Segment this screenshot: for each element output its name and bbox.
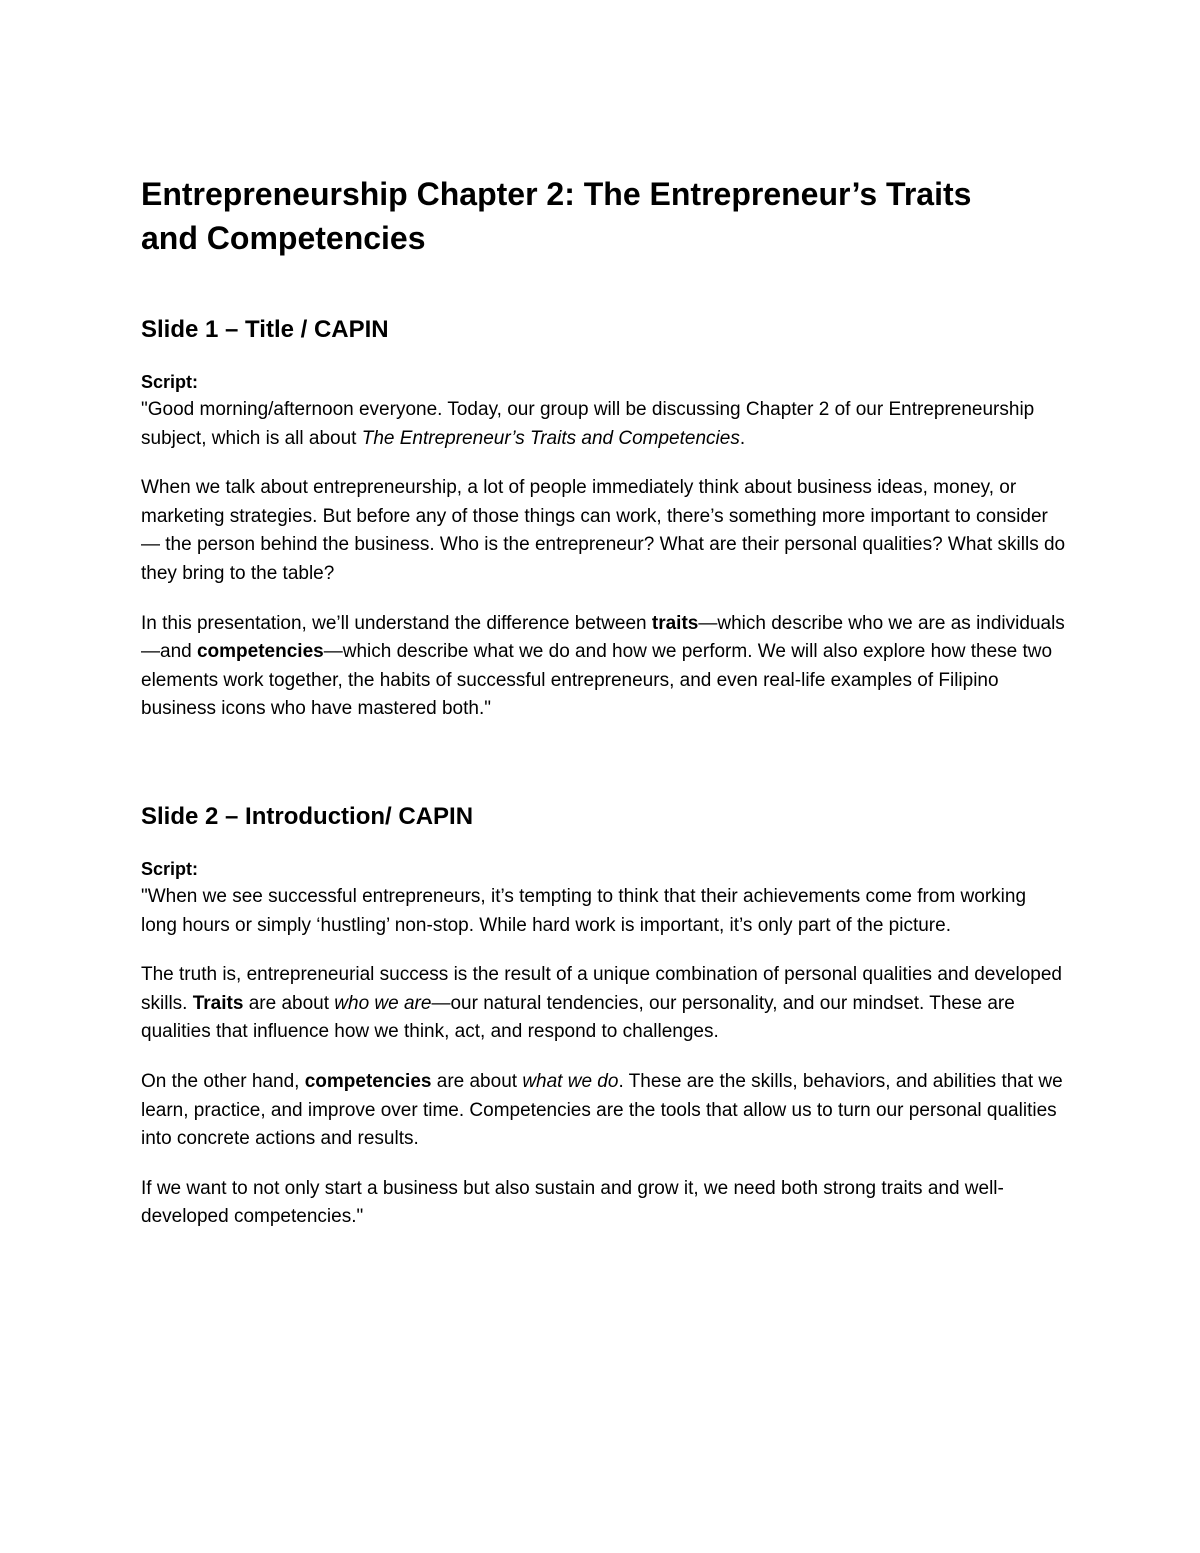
slide2-section bbox=[141, 801, 1066, 1232]
slide2-heading: Slide 2 – Introduction/ CAPIN bbox=[141, 802, 474, 830]
document-page bbox=[141, 172, 1066, 1253]
document-title bbox=[141, 172, 1066, 260]
slide2-p2-text-b: are about bbox=[243, 992, 335, 1014]
slide1-p3-bold-competencies: competencies bbox=[196, 641, 324, 663]
document-title-line2: and Competencies bbox=[141, 220, 426, 256]
slide1-p3-text-b: —which describe who we are as individuals—and bbox=[141, 612, 1065, 663]
slide1-p1-text-b: . bbox=[739, 427, 746, 449]
slide2-paragraph-3 bbox=[141, 1068, 1066, 1154]
slide1-script-label: Script: bbox=[141, 372, 199, 392]
slide2-p3-text-b: are about bbox=[431, 1070, 523, 1092]
slide1-p3-text-c: —which describe what we do and how we perform. We will also explore how these two elements work together, the habits of successful entrepreneurs, and even real-life examples of Filipino business icons who have mastered both." bbox=[141, 641, 1053, 720]
slide2-p2-italic: who we are bbox=[334, 992, 432, 1014]
slide1-heading: Slide 1 – Title / CAPIN bbox=[141, 316, 389, 343]
slide1-p3-text-a: In this presentation, we’ll understand the difference between bbox=[141, 612, 652, 634]
slide2-paragraph-2 bbox=[141, 961, 1066, 1047]
slide2-p3-text-c: . These are the skills, behaviors, and abilities that we learn, practice, and improve over time. Competencies are the tools that allow us to turn our personal qualities into concrete actions and results. bbox=[141, 1070, 1063, 1150]
slide1-section bbox=[141, 314, 1066, 724]
slide2-paragraph-1: "When we see successful entrepreneurs, it’s tempting to think that their achievements come from working long hours or simply ‘hustling’ non-stop. While hard work is important, it’s only part of the picture. bbox=[141, 885, 1027, 936]
slide1-p1-text-a: "Good morning/afternoon everyone. Today, our group will be discussing Chapter 2 of our Entrepreneurship subject, which is all about bbox=[141, 399, 1035, 449]
slide2-script-label: Script: bbox=[141, 858, 199, 879]
slide1-paragraph-3 bbox=[141, 610, 1066, 724]
slide2-p3-text-a: On the other hand, bbox=[141, 1070, 305, 1092]
slide1-p3-bold-traits: traits bbox=[651, 612, 699, 634]
slide1-paragraph-2: When we talk about entrepreneurship, a lot of people immediately think about business ideas, money, or marketing strategies. But before any of those things can work, there’s something more important to consider — the person behind the business. Who is the entrepreneur? What are their personal qualities? What skills do they bring to the table? bbox=[141, 477, 1066, 584]
slide2-p2-bold-traits: Traits bbox=[192, 992, 244, 1014]
slide1-p1-italic: The Entrepreneur’s Traits and Competencies bbox=[361, 427, 740, 449]
document-title-line1: Entrepreneurship Chapter 2: The Entrepreneur’s Traits bbox=[141, 176, 972, 212]
slide2-paragraph-4: If we want to not only start a business but also sustain and grow it, we need both strong traits and well-developed competencies." bbox=[141, 1177, 1004, 1228]
slide2-p3-bold-competencies: competencies bbox=[304, 1070, 432, 1092]
slide2-p2-text-a: The truth is, entrepreneurial success is the result of a unique combination of personal qualities and developed skills. bbox=[141, 964, 1062, 1014]
slide1-paragraph-1 bbox=[141, 396, 1066, 453]
slide2-p2-text-c: —our natural tendencies, our personality, and our mindset. These are qualities that influence how we think, act, and respond to challenges. bbox=[141, 992, 1015, 1043]
slide2-p3-italic: what we do bbox=[522, 1070, 619, 1092]
